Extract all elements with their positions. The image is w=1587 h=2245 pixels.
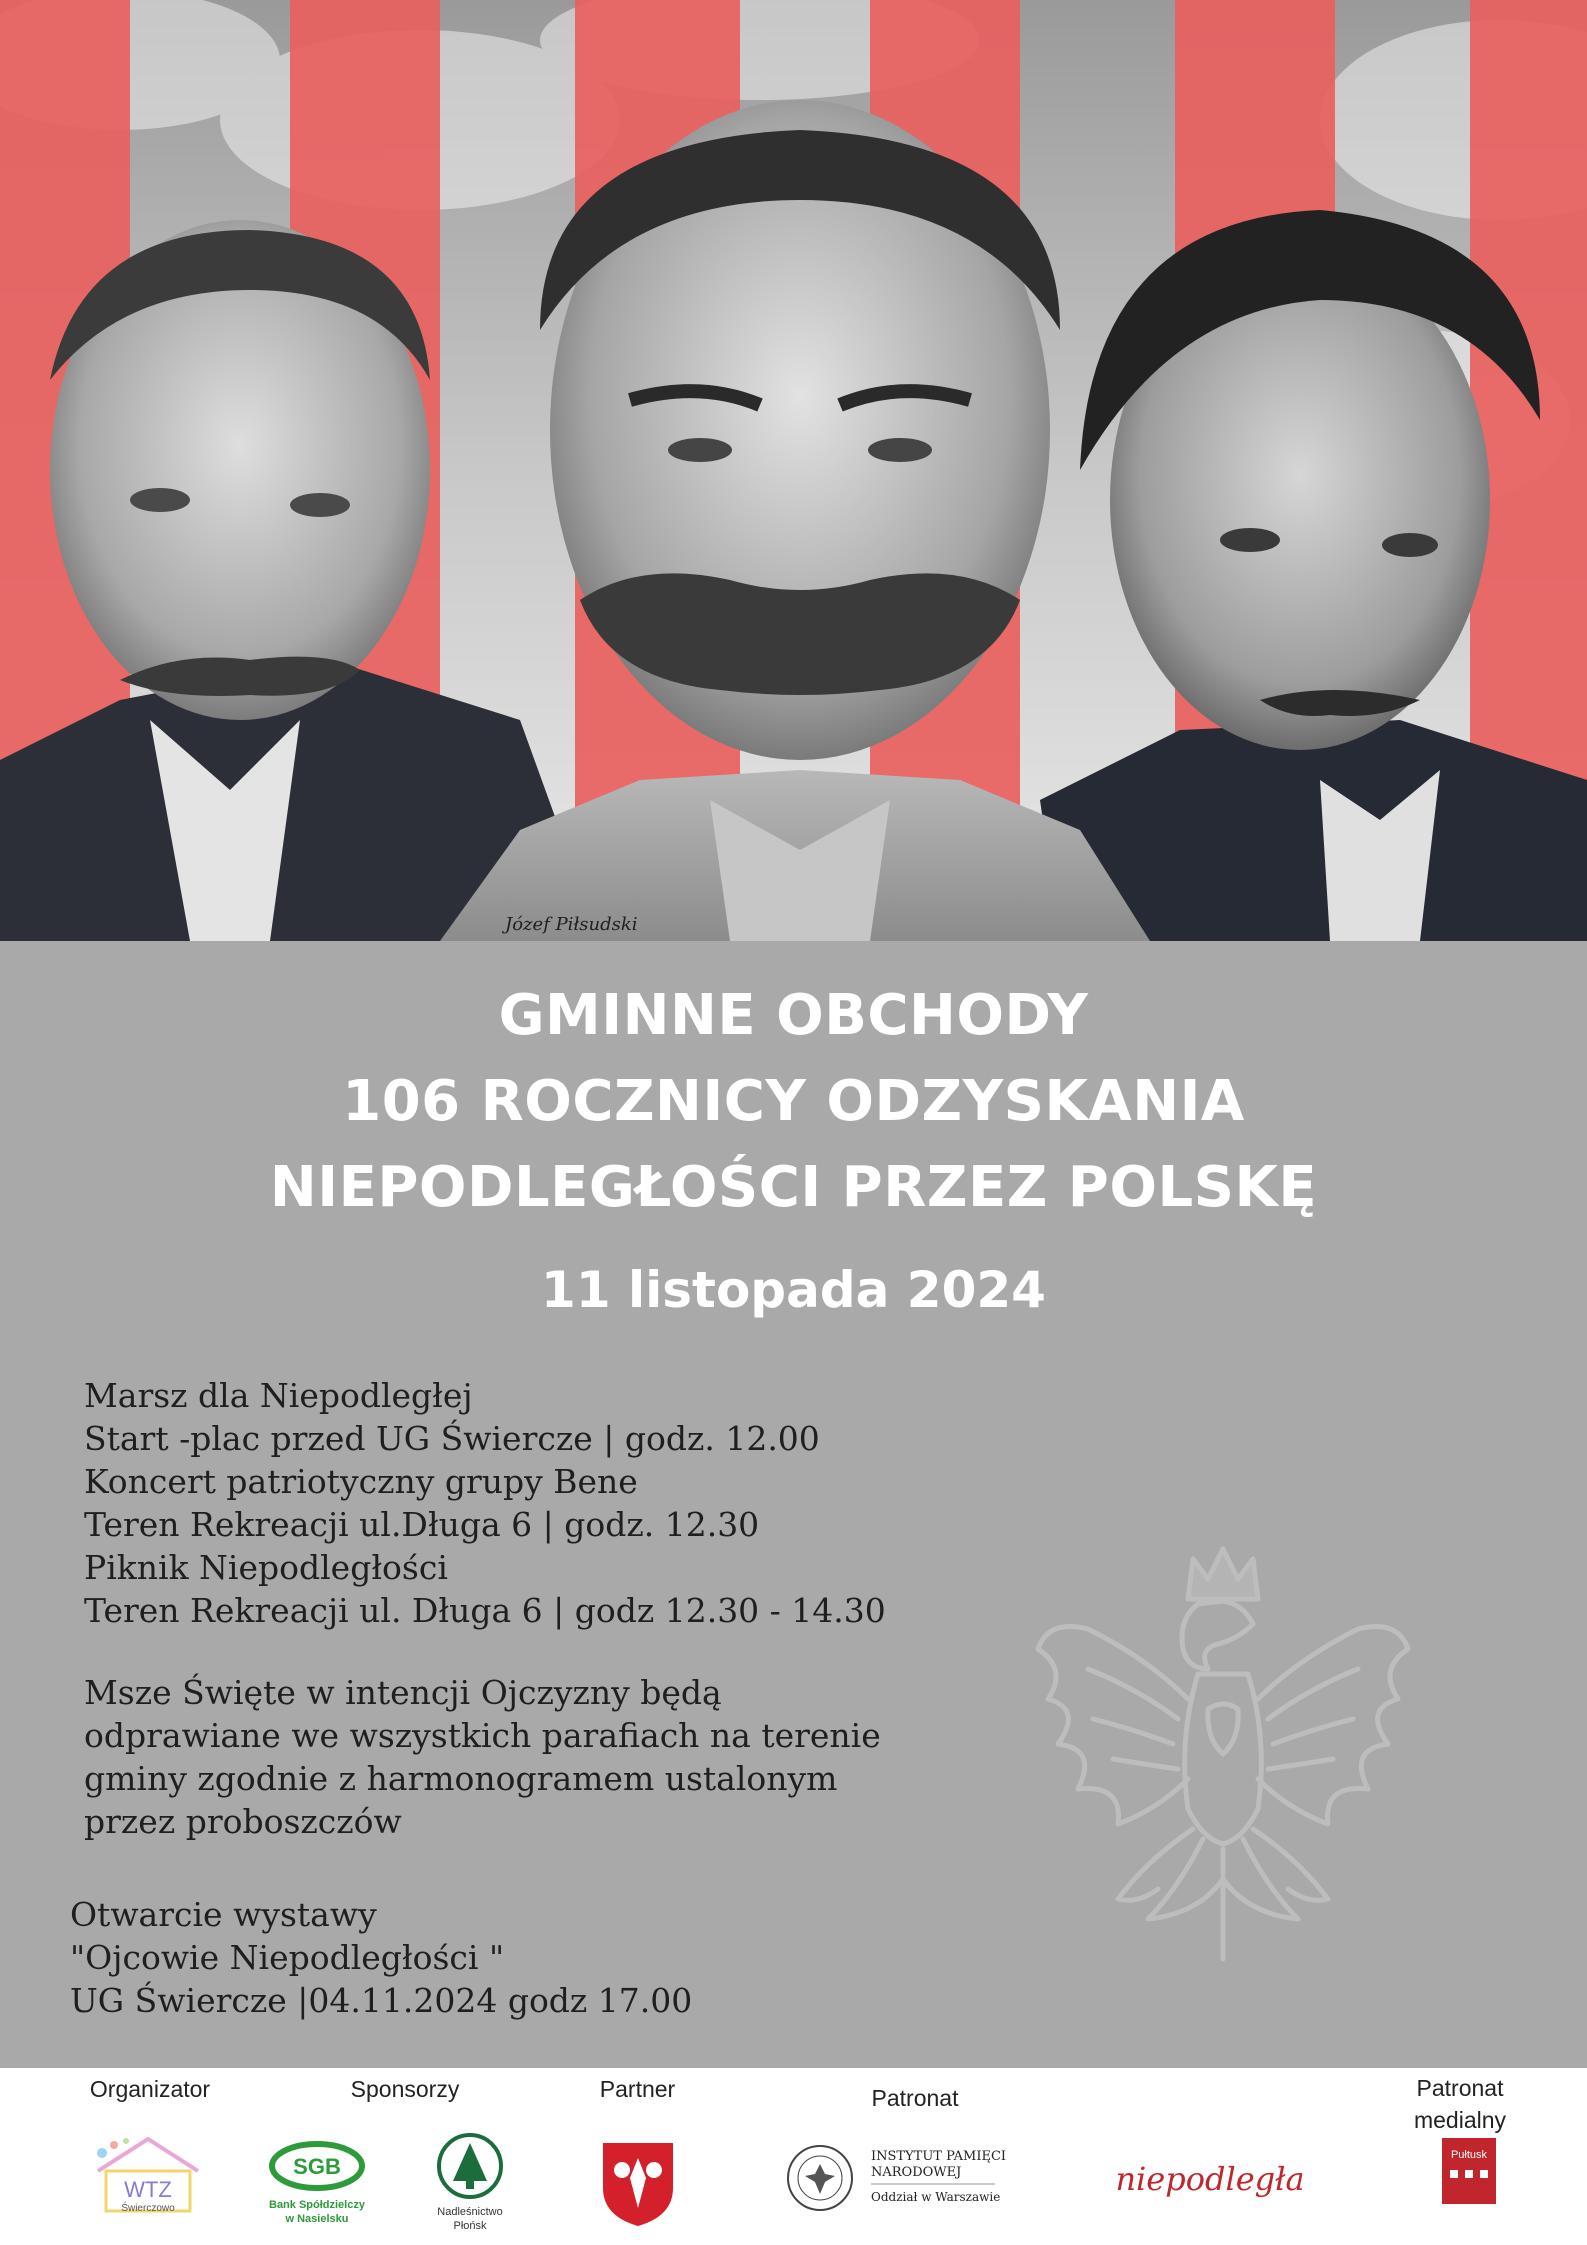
sgb-bank-name: Bank Spółdzielczy <box>269 2199 365 2211</box>
pultusk-logo <box>1440 2136 1498 2206</box>
event-date: 11 listopada 2024 <box>541 1261 1046 1319</box>
exhibition-line: UG Świercze |04.11.2024 godz 17.00 <box>70 1981 693 2020</box>
ipn-name-line-2: NARODOWEJ <box>871 2165 962 2180</box>
niepodlegla-logo <box>1095 2156 1325 2206</box>
label-partner: Partner <box>599 2076 676 2102</box>
partner-coat-of-arms-icon <box>598 2138 678 2228</box>
photo-signature: Józef Piłsudski <box>505 914 638 935</box>
forest-district-line-1: Nadleśnictwo <box>437 2206 503 2218</box>
masses-line: odprawiane we wszystkich parafiach na terenie <box>84 1716 881 1755</box>
wtz-logo-subtext: Świerczowo <box>121 2203 175 2214</box>
info-panel <box>0 941 1587 2068</box>
label-media-line-2: medialny <box>1413 2107 1507 2133</box>
ipn-branch: Oddział w Warszawie <box>871 2190 1001 2204</box>
sgb-bank-town: w Nasielsku <box>285 2213 349 2225</box>
event-line: Start -plac przed UG Świercze | godz. 12.00 <box>84 1419 820 1458</box>
sgb-logo <box>262 2138 372 2233</box>
masses-block <box>84 1671 881 1843</box>
exhibition-block <box>70 1893 692 2022</box>
ipn-name-line-1: INSTYTUT PAMIĘCI <box>871 2149 1007 2164</box>
events-block <box>84 1374 886 1632</box>
event-line: Teren Rekreacji ul.Długa 6 | godz. 12.30 <box>84 1505 760 1544</box>
label-organizer: Organizator <box>89 2076 211 2102</box>
white-eagle-icon <box>1028 1539 1418 1989</box>
label-media-patronage <box>1395 2072 1525 2136</box>
niepodlegla-logo-text: niepodległa <box>1115 2160 1305 2198</box>
label-patronage: Patronat <box>871 2085 959 2111</box>
title-line-2: 106 ROCZNICY ODZYSKANIA <box>342 1069 1245 1134</box>
exhibition-line: "Ojcowie Niepodległości " <box>70 1938 505 1977</box>
wtz-logo <box>88 2131 208 2216</box>
event-line: Marsz dla Niepodległej <box>84 1376 473 1415</box>
sgb-logo-text: SGB <box>293 2154 341 2179</box>
event-line: Koncert patriotyczny grupy Bene <box>84 1462 638 1501</box>
title-line-1: GMINNE OBCHODY <box>498 983 1089 1048</box>
ipn-logo <box>785 2138 1035 2218</box>
hero-photo <box>0 0 1587 941</box>
exhibition-line: Otwarcie wystawy <box>70 1895 377 1934</box>
sponsors-footer <box>0 2068 1587 2245</box>
wtz-logo-text: WTZ <box>124 2177 172 2202</box>
label-media-line-1: Patronat <box>1416 2075 1504 2101</box>
event-line: Piknik Niepodległości <box>84 1548 448 1587</box>
masses-line: przez proboszczów <box>84 1802 402 1841</box>
title-line-3: NIEPODLEGŁOŚCI PRZEZ POLSKĘ <box>269 1155 1318 1220</box>
forest-district-line-2: Płońsk <box>453 2220 487 2232</box>
forest-district-logo <box>425 2131 515 2241</box>
pultusk-logo-text: Pułtusk <box>1450 2149 1488 2161</box>
event-line: Teren Rekreacji ul. Długa 6 | godz 12.30 - 14.30 <box>84 1591 886 1630</box>
masses-line: gminy zgodnie z harmonogramem ustalonym <box>84 1759 838 1798</box>
masses-line: Msze Święte w intencji Ojczyzny będą <box>84 1673 722 1712</box>
label-sponsors: Sponsorzy <box>350 2076 460 2102</box>
